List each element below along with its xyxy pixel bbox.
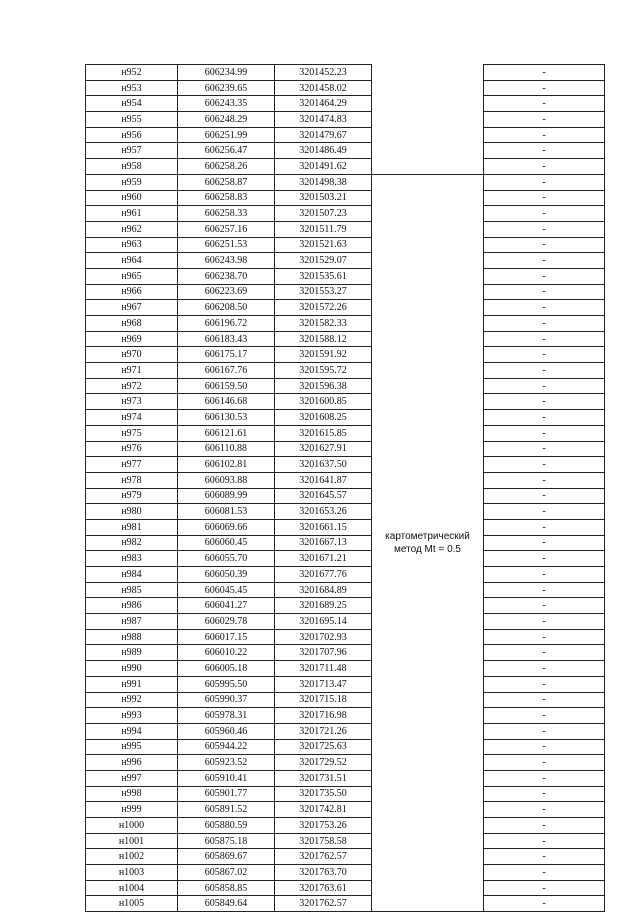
y-coordinate-cell: 3201667.13	[275, 535, 372, 551]
note-cell: -	[484, 206, 605, 222]
x-coordinate-cell: 606093.88	[178, 472, 275, 488]
point-name-cell: н992	[86, 692, 178, 708]
point-name-cell: н996	[86, 755, 178, 771]
y-coordinate-cell: 3201615.85	[275, 425, 372, 441]
table-row	[86, 253, 605, 269]
x-coordinate-cell: 606159.50	[178, 378, 275, 394]
y-coordinate-cell: 3201763.61	[275, 880, 372, 896]
table-row	[86, 614, 605, 630]
y-coordinate-cell: 3201762.57	[275, 849, 372, 865]
note-cell: -	[484, 535, 605, 551]
point-name-cell: н975	[86, 425, 178, 441]
point-name-cell: н999	[86, 802, 178, 818]
table-row	[86, 551, 605, 567]
y-coordinate-cell: 3201458.02	[275, 80, 372, 96]
note-cell: -	[484, 896, 605, 912]
table-row	[86, 739, 605, 755]
x-coordinate-cell: 606258.83	[178, 190, 275, 206]
note-cell: -	[484, 410, 605, 426]
point-name-cell: н954	[86, 96, 178, 112]
note-cell: -	[484, 80, 605, 96]
x-coordinate-cell: 605875.18	[178, 833, 275, 849]
note-cell: -	[484, 723, 605, 739]
x-coordinate-cell: 605923.52	[178, 755, 275, 771]
x-coordinate-cell: 606238.70	[178, 268, 275, 284]
point-name-cell: н1005	[86, 896, 178, 912]
point-name-cell: н968	[86, 316, 178, 332]
table-row	[86, 567, 605, 583]
table-row	[86, 190, 605, 206]
x-coordinate-cell: 605995.50	[178, 676, 275, 692]
point-name-cell: н978	[86, 472, 178, 488]
note-cell: -	[484, 394, 605, 410]
x-coordinate-cell: 606243.98	[178, 253, 275, 269]
note-cell: -	[484, 880, 605, 896]
point-name-cell: н1003	[86, 865, 178, 881]
note-cell: -	[484, 112, 605, 128]
table-row	[86, 159, 605, 175]
table-row	[86, 755, 605, 771]
coordinates-table-body	[86, 65, 605, 912]
note-cell: -	[484, 629, 605, 645]
note-cell: -	[484, 441, 605, 457]
method-label-line2: метод Mt = 0.5	[394, 543, 461, 555]
table-row	[86, 833, 605, 849]
y-coordinate-cell: 3201608.25	[275, 410, 372, 426]
point-name-cell: н998	[86, 786, 178, 802]
y-coordinate-cell: 3201742.81	[275, 802, 372, 818]
note-cell: -	[484, 519, 605, 535]
x-coordinate-cell: 605978.31	[178, 708, 275, 724]
x-coordinate-cell: 606017.15	[178, 629, 275, 645]
note-cell: -	[484, 457, 605, 473]
y-coordinate-cell: 3201695.14	[275, 614, 372, 630]
x-coordinate-cell: 605849.64	[178, 896, 275, 912]
y-coordinate-cell: 3201596.38	[275, 378, 372, 394]
note-cell: -	[484, 676, 605, 692]
y-coordinate-cell: 3201535.61	[275, 268, 372, 284]
table-row	[86, 472, 605, 488]
note-cell: -	[484, 833, 605, 849]
note-cell: -	[484, 818, 605, 834]
x-coordinate-cell: 606146.68	[178, 394, 275, 410]
y-coordinate-cell: 3201452.23	[275, 65, 372, 81]
point-name-cell: н977	[86, 457, 178, 473]
table-row	[86, 770, 605, 786]
x-coordinate-cell: 606110.88	[178, 441, 275, 457]
y-coordinate-cell: 3201503.21	[275, 190, 372, 206]
y-coordinate-cell: 3201486.49	[275, 143, 372, 159]
method-cell-blank	[372, 65, 484, 175]
point-name-cell: н976	[86, 441, 178, 457]
method-label-line1: картометрический	[385, 530, 470, 542]
table-row	[86, 802, 605, 818]
table-row	[86, 598, 605, 614]
point-name-cell: н1002	[86, 849, 178, 865]
point-name-cell: н984	[86, 567, 178, 583]
point-name-cell: н986	[86, 598, 178, 614]
x-coordinate-cell: 605990.37	[178, 692, 275, 708]
table-row	[86, 676, 605, 692]
x-coordinate-cell: 605901.77	[178, 786, 275, 802]
y-coordinate-cell: 3201474.83	[275, 112, 372, 128]
point-name-cell: н970	[86, 347, 178, 363]
x-coordinate-cell: 606029.78	[178, 614, 275, 630]
x-coordinate-cell: 606258.33	[178, 206, 275, 222]
x-coordinate-cell: 606121.61	[178, 425, 275, 441]
x-coordinate-cell: 606258.26	[178, 159, 275, 175]
point-name-cell: н980	[86, 504, 178, 520]
y-coordinate-cell: 3201707.96	[275, 645, 372, 661]
y-coordinate-cell: 3201521.63	[275, 237, 372, 253]
note-cell: -	[484, 488, 605, 504]
y-coordinate-cell: 3201637.50	[275, 457, 372, 473]
point-name-cell: н974	[86, 410, 178, 426]
note-cell: -	[484, 661, 605, 677]
x-coordinate-cell: 605880.59	[178, 818, 275, 834]
point-name-cell: н995	[86, 739, 178, 755]
note-cell: -	[484, 316, 605, 332]
note-cell: -	[484, 174, 605, 190]
point-name-cell: н960	[86, 190, 178, 206]
table-row	[86, 65, 605, 81]
y-coordinate-cell: 3201735.50	[275, 786, 372, 802]
point-name-cell: н965	[86, 268, 178, 284]
table-row	[86, 410, 605, 426]
y-coordinate-cell: 3201645.57	[275, 488, 372, 504]
note-cell: -	[484, 159, 605, 175]
point-name-cell: н957	[86, 143, 178, 159]
x-coordinate-cell: 605869.67	[178, 849, 275, 865]
y-coordinate-cell: 3201511.79	[275, 221, 372, 237]
x-coordinate-cell: 606167.76	[178, 363, 275, 379]
x-coordinate-cell: 605910.41	[178, 770, 275, 786]
note-cell: -	[484, 65, 605, 81]
y-coordinate-cell: 3201702.93	[275, 629, 372, 645]
coordinates-table	[85, 64, 605, 912]
note-cell: -	[484, 849, 605, 865]
note-cell: -	[484, 598, 605, 614]
y-coordinate-cell: 3201729.52	[275, 755, 372, 771]
point-name-cell: н973	[86, 394, 178, 410]
table-row	[86, 519, 605, 535]
point-name-cell: н967	[86, 300, 178, 316]
table-row	[86, 457, 605, 473]
point-name-cell: н972	[86, 378, 178, 394]
point-name-cell: н962	[86, 221, 178, 237]
y-coordinate-cell: 3201731.51	[275, 770, 372, 786]
table-row	[86, 378, 605, 394]
y-coordinate-cell: 3201553.27	[275, 284, 372, 300]
point-name-cell: н964	[86, 253, 178, 269]
note-cell: -	[484, 582, 605, 598]
x-coordinate-cell: 605944.22	[178, 739, 275, 755]
note-cell: -	[484, 347, 605, 363]
point-name-cell: н1000	[86, 818, 178, 834]
table-row	[86, 504, 605, 520]
point-name-cell: н979	[86, 488, 178, 504]
y-coordinate-cell: 3201600.85	[275, 394, 372, 410]
note-cell: -	[484, 739, 605, 755]
point-name-cell: н953	[86, 80, 178, 96]
table-row	[86, 347, 605, 363]
table-row	[86, 268, 605, 284]
x-coordinate-cell: 606089.99	[178, 488, 275, 504]
table-row	[86, 441, 605, 457]
note-cell: -	[484, 190, 605, 206]
y-coordinate-cell: 3201762.57	[275, 896, 372, 912]
y-coordinate-cell: 3201572.26	[275, 300, 372, 316]
point-name-cell: н988	[86, 629, 178, 645]
x-coordinate-cell: 606239.65	[178, 80, 275, 96]
y-coordinate-cell: 3201711.48	[275, 661, 372, 677]
y-coordinate-cell: 3201661.15	[275, 519, 372, 535]
y-coordinate-cell: 3201753.26	[275, 818, 372, 834]
y-coordinate-cell: 3201588.12	[275, 331, 372, 347]
x-coordinate-cell: 606050.39	[178, 567, 275, 583]
y-coordinate-cell: 3201498.38	[275, 174, 372, 190]
note-cell: -	[484, 268, 605, 284]
x-coordinate-cell: 606005.18	[178, 661, 275, 677]
y-coordinate-cell: 3201582.33	[275, 316, 372, 332]
table-row	[86, 661, 605, 677]
x-coordinate-cell: 606010.22	[178, 645, 275, 661]
note-cell: -	[484, 504, 605, 520]
x-coordinate-cell: 606055.70	[178, 551, 275, 567]
point-name-cell: н1001	[86, 833, 178, 849]
point-name-cell: н959	[86, 174, 178, 190]
x-coordinate-cell: 606130.53	[178, 410, 275, 426]
table-row	[86, 488, 605, 504]
y-coordinate-cell: 3201595.72	[275, 363, 372, 379]
note-cell: -	[484, 614, 605, 630]
note-cell: -	[484, 284, 605, 300]
note-cell: -	[484, 253, 605, 269]
point-name-cell: н963	[86, 237, 178, 253]
table-row	[86, 849, 605, 865]
note-cell: -	[484, 127, 605, 143]
x-coordinate-cell: 606257.16	[178, 221, 275, 237]
x-coordinate-cell: 605891.52	[178, 802, 275, 818]
y-coordinate-cell: 3201684.89	[275, 582, 372, 598]
y-coordinate-cell: 3201689.25	[275, 598, 372, 614]
point-name-cell: н956	[86, 127, 178, 143]
table-row	[86, 206, 605, 222]
table-row	[86, 300, 605, 316]
table-row	[86, 127, 605, 143]
x-coordinate-cell: 606060.45	[178, 535, 275, 551]
note-cell: -	[484, 802, 605, 818]
point-name-cell: н994	[86, 723, 178, 739]
y-coordinate-cell: 3201491.62	[275, 159, 372, 175]
table-row	[86, 394, 605, 410]
note-cell: -	[484, 692, 605, 708]
y-coordinate-cell: 3201713.47	[275, 676, 372, 692]
point-name-cell: н955	[86, 112, 178, 128]
y-coordinate-cell: 3201725.63	[275, 739, 372, 755]
y-coordinate-cell: 3201758.58	[275, 833, 372, 849]
point-name-cell: н982	[86, 535, 178, 551]
table-row	[86, 818, 605, 834]
point-name-cell: н1004	[86, 880, 178, 896]
x-coordinate-cell: 606196.72	[178, 316, 275, 332]
point-name-cell: н990	[86, 661, 178, 677]
method-cell	[372, 174, 484, 911]
note-cell: -	[484, 143, 605, 159]
point-name-cell: н971	[86, 363, 178, 379]
y-coordinate-cell: 3201464.29	[275, 96, 372, 112]
note-cell: -	[484, 645, 605, 661]
x-coordinate-cell: 606041.27	[178, 598, 275, 614]
note-cell: -	[484, 331, 605, 347]
x-coordinate-cell: 605858.85	[178, 880, 275, 896]
y-coordinate-cell: 3201763.70	[275, 865, 372, 881]
table-row	[86, 645, 605, 661]
x-coordinate-cell: 606223.69	[178, 284, 275, 300]
table-row	[86, 880, 605, 896]
table-row	[86, 582, 605, 598]
table-row	[86, 629, 605, 645]
x-coordinate-cell: 605867.02	[178, 865, 275, 881]
x-coordinate-cell: 606243.35	[178, 96, 275, 112]
y-coordinate-cell: 3201715.18	[275, 692, 372, 708]
table-row	[86, 331, 605, 347]
note-cell: -	[484, 237, 605, 253]
note-cell: -	[484, 425, 605, 441]
note-cell: -	[484, 96, 605, 112]
table-row	[86, 692, 605, 708]
table-row	[86, 143, 605, 159]
note-cell: -	[484, 472, 605, 488]
table-row	[86, 535, 605, 551]
table-row	[86, 80, 605, 96]
table-row	[86, 112, 605, 128]
point-name-cell: н985	[86, 582, 178, 598]
x-coordinate-cell: 606208.50	[178, 300, 275, 316]
x-coordinate-cell: 606256.47	[178, 143, 275, 159]
table-row	[86, 896, 605, 912]
note-cell: -	[484, 708, 605, 724]
y-coordinate-cell: 3201591.92	[275, 347, 372, 363]
note-cell: -	[484, 363, 605, 379]
y-coordinate-cell: 3201627.91	[275, 441, 372, 457]
y-coordinate-cell: 3201716.98	[275, 708, 372, 724]
point-name-cell: н997	[86, 770, 178, 786]
note-cell: -	[484, 865, 605, 881]
y-coordinate-cell: 3201641.87	[275, 472, 372, 488]
point-name-cell: н969	[86, 331, 178, 347]
note-cell: -	[484, 755, 605, 771]
point-name-cell: н987	[86, 614, 178, 630]
x-coordinate-cell: 606102.81	[178, 457, 275, 473]
x-coordinate-cell: 606081.53	[178, 504, 275, 520]
point-name-cell: н952	[86, 65, 178, 81]
point-name-cell: н966	[86, 284, 178, 300]
x-coordinate-cell: 606251.53	[178, 237, 275, 253]
y-coordinate-cell: 3201479.67	[275, 127, 372, 143]
table-row	[86, 221, 605, 237]
note-cell: -	[484, 378, 605, 394]
y-coordinate-cell: 3201671.21	[275, 551, 372, 567]
point-name-cell: н961	[86, 206, 178, 222]
point-name-cell: н981	[86, 519, 178, 535]
note-cell: -	[484, 786, 605, 802]
x-coordinate-cell: 605960.46	[178, 723, 275, 739]
table-row	[86, 363, 605, 379]
x-coordinate-cell: 606183.43	[178, 331, 275, 347]
table-row	[86, 237, 605, 253]
point-name-cell: н993	[86, 708, 178, 724]
y-coordinate-cell: 3201677.76	[275, 567, 372, 583]
table-row	[86, 316, 605, 332]
table-row	[86, 786, 605, 802]
point-name-cell: н983	[86, 551, 178, 567]
x-coordinate-cell: 606069.66	[178, 519, 275, 535]
point-name-cell: н991	[86, 676, 178, 692]
y-coordinate-cell: 3201529.07	[275, 253, 372, 269]
table-row	[86, 174, 605, 190]
note-cell: -	[484, 567, 605, 583]
x-coordinate-cell: 606248.29	[178, 112, 275, 128]
table-row	[86, 96, 605, 112]
point-name-cell: н958	[86, 159, 178, 175]
table-row	[86, 723, 605, 739]
table-row	[86, 425, 605, 441]
y-coordinate-cell: 3201507.23	[275, 206, 372, 222]
x-coordinate-cell: 606251.99	[178, 127, 275, 143]
x-coordinate-cell: 606234.99	[178, 65, 275, 81]
x-coordinate-cell: 606175.17	[178, 347, 275, 363]
point-name-cell: н989	[86, 645, 178, 661]
y-coordinate-cell: 3201721.26	[275, 723, 372, 739]
note-cell: -	[484, 300, 605, 316]
table-row	[86, 708, 605, 724]
table-row	[86, 865, 605, 881]
y-coordinate-cell: 3201653.26	[275, 504, 372, 520]
table-row	[86, 284, 605, 300]
note-cell: -	[484, 770, 605, 786]
x-coordinate-cell: 606045.45	[178, 582, 275, 598]
note-cell: -	[484, 221, 605, 237]
x-coordinate-cell: 606258.87	[178, 174, 275, 190]
note-cell: -	[484, 551, 605, 567]
